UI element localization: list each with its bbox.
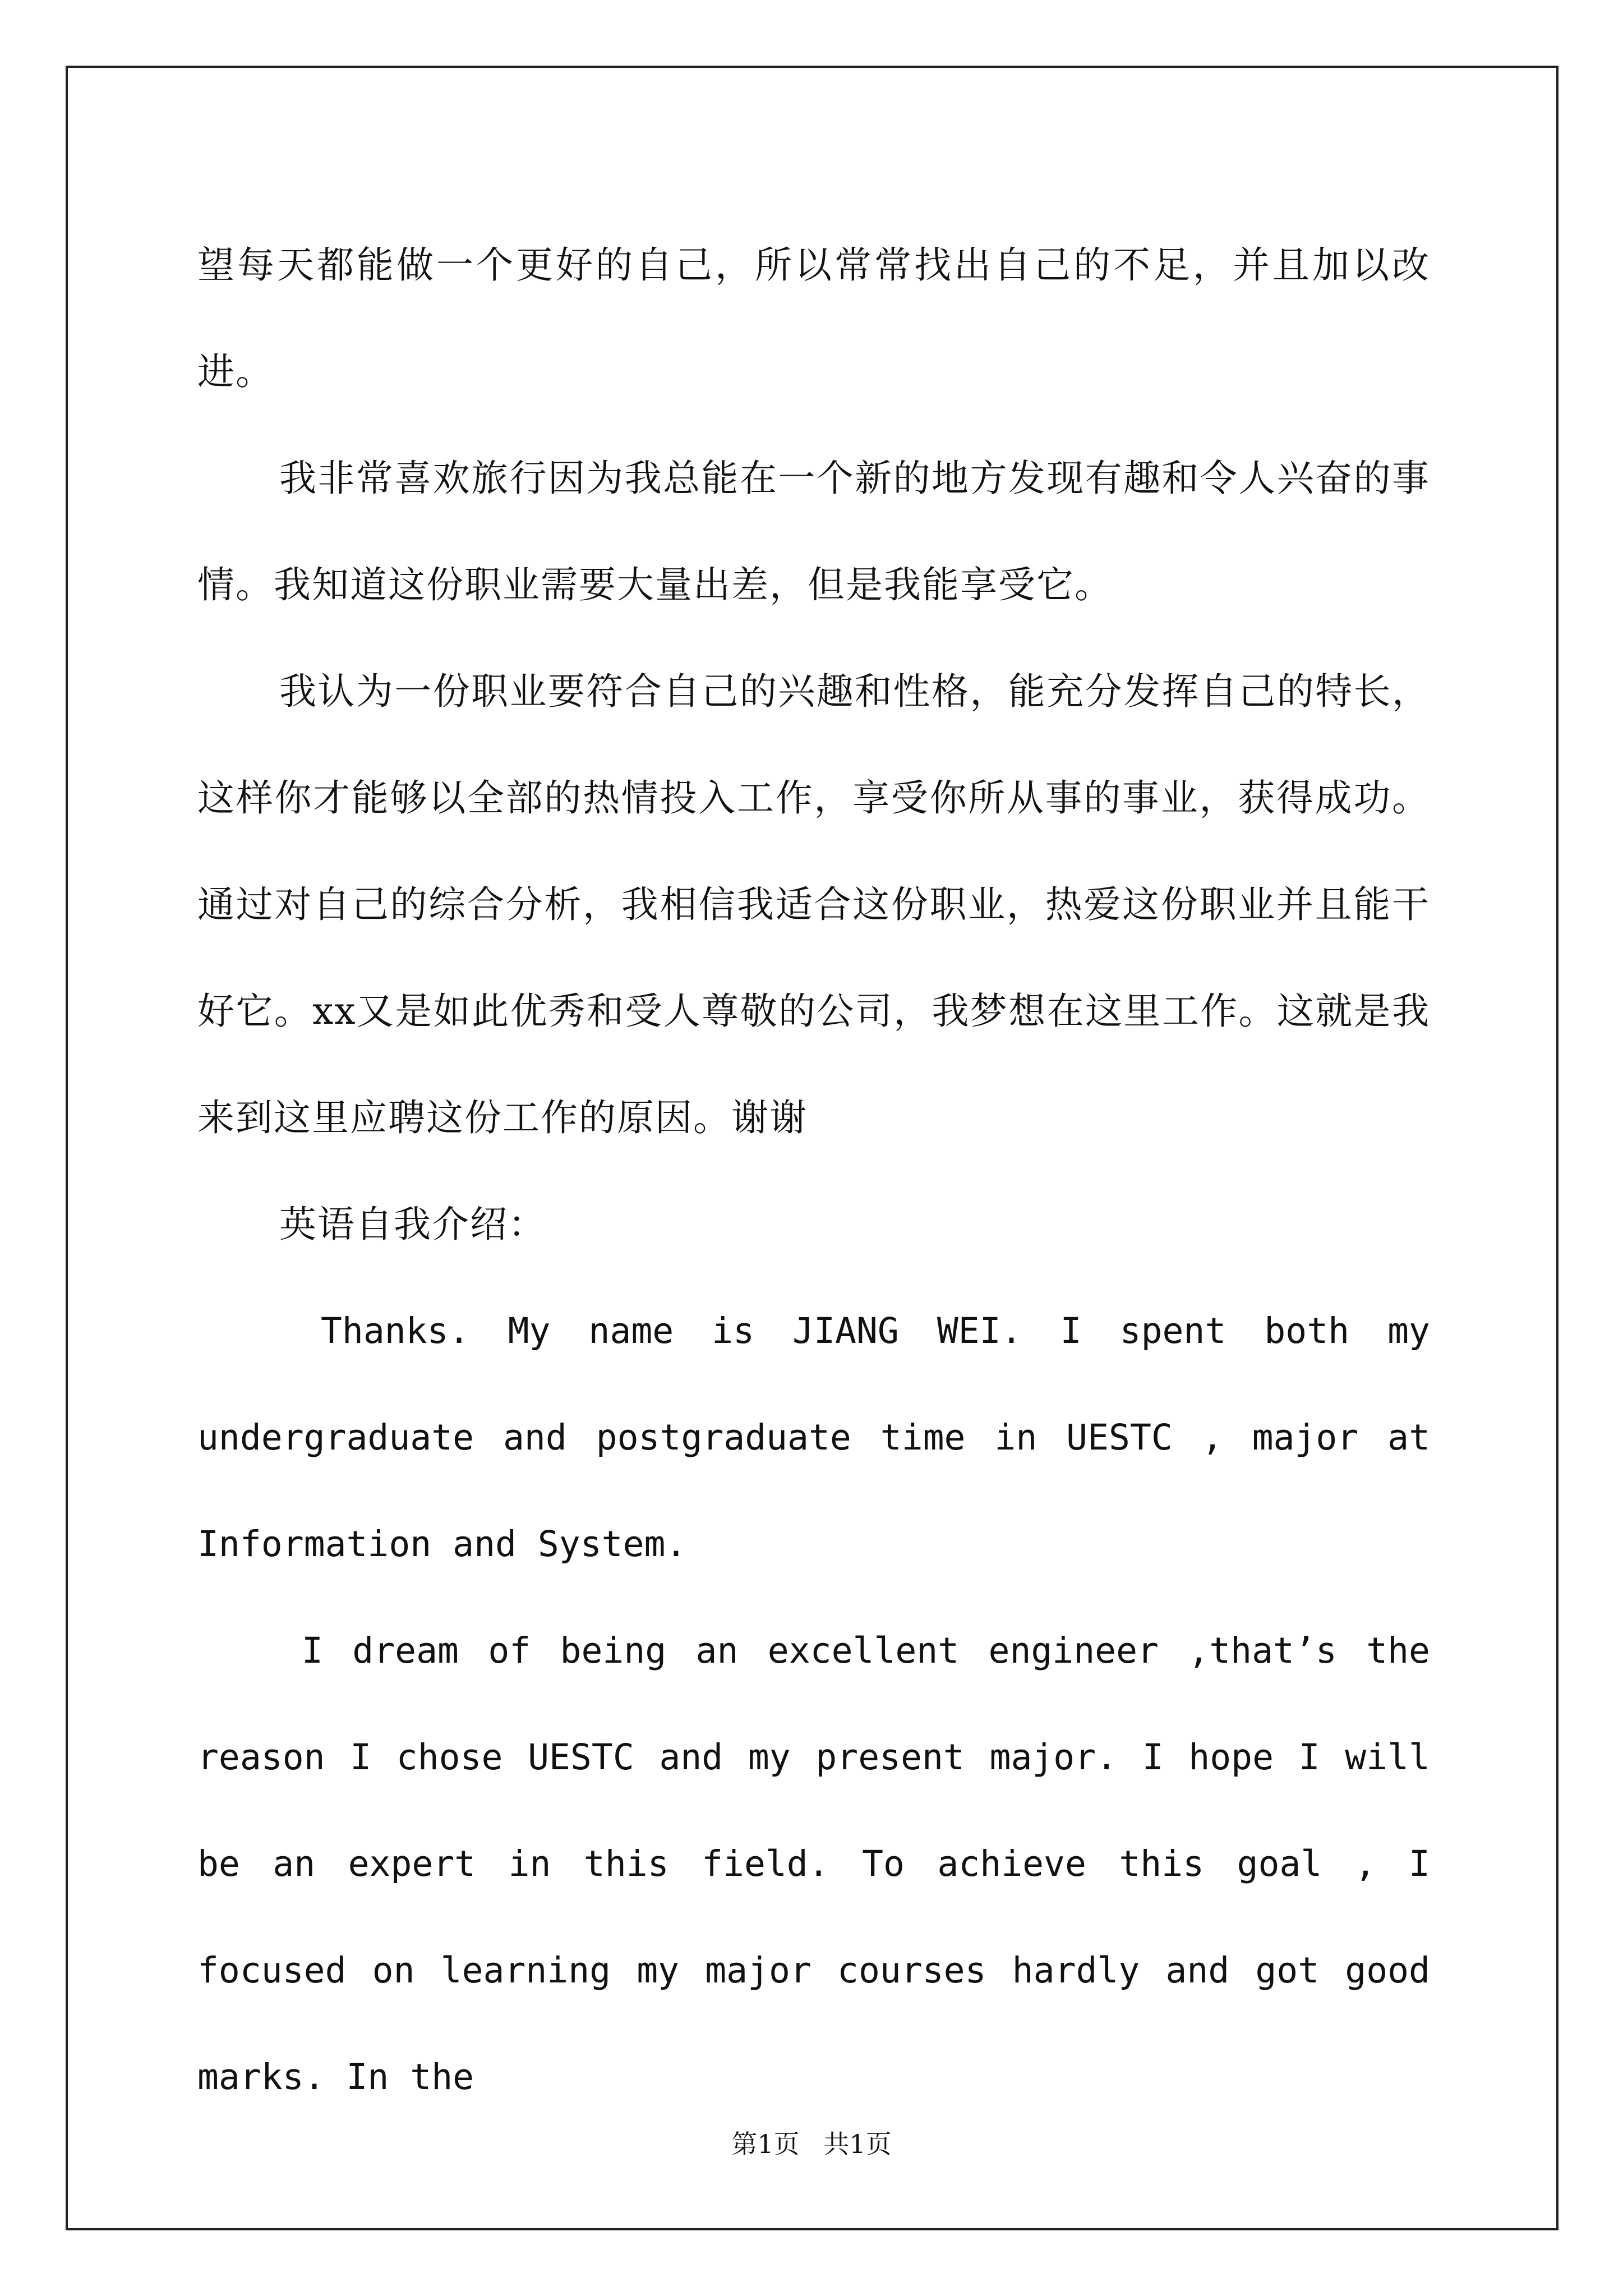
paragraph-english-intro: Thanks. My name is JIANG WEI. I spent both my undergraduate and postgraduate time in UESTC , major at Information and System. <box>197 1310 1430 1565</box>
paragraph-english-goal: I dream of being an excellent engineer ,that’s the reason I chose UESTC and my present major. I hope I will be an expert in this field. To achieve this goal , I focused on learning my major courses hardly and got good marks. In the <box>197 1630 1430 2097</box>
paragraph-travel: 我非常喜欢旅行因为我总能在一个新的地方发现有趣和令人兴奋的事情。我知道这份职业需要大量出差，但是我能享受它。 <box>197 457 1430 606</box>
document-body <box>197 212 1430 2131</box>
paragraph-career-fit: 我认为一份职业要符合自己的兴趣和性格，能充分发挥自己的特长，这样你才能够以全部的热情投入工作，享受你所从事的事业，获得成功。通过对自己的综合分析，我相信我适合这份职业，热爱这份职业并且能干好它。xx又是如此优秀和受人尊敬的公司，我梦想在这里工作。这就是我来到这里应聘这份工作的原因。谢谢 <box>197 670 1430 1139</box>
page-number: 第1页 <box>731 2129 800 2159</box>
section-heading-english-intro: 英语自我介绍： <box>279 1203 546 1246</box>
page-total: 共1页 <box>823 2129 892 2159</box>
paragraph-continuation: 望每天都能做一个更好的自己，所以常常找出自己的不足，并且加以改进。 <box>197 243 1430 393</box>
page-footer <box>0 2124 1623 2161</box>
